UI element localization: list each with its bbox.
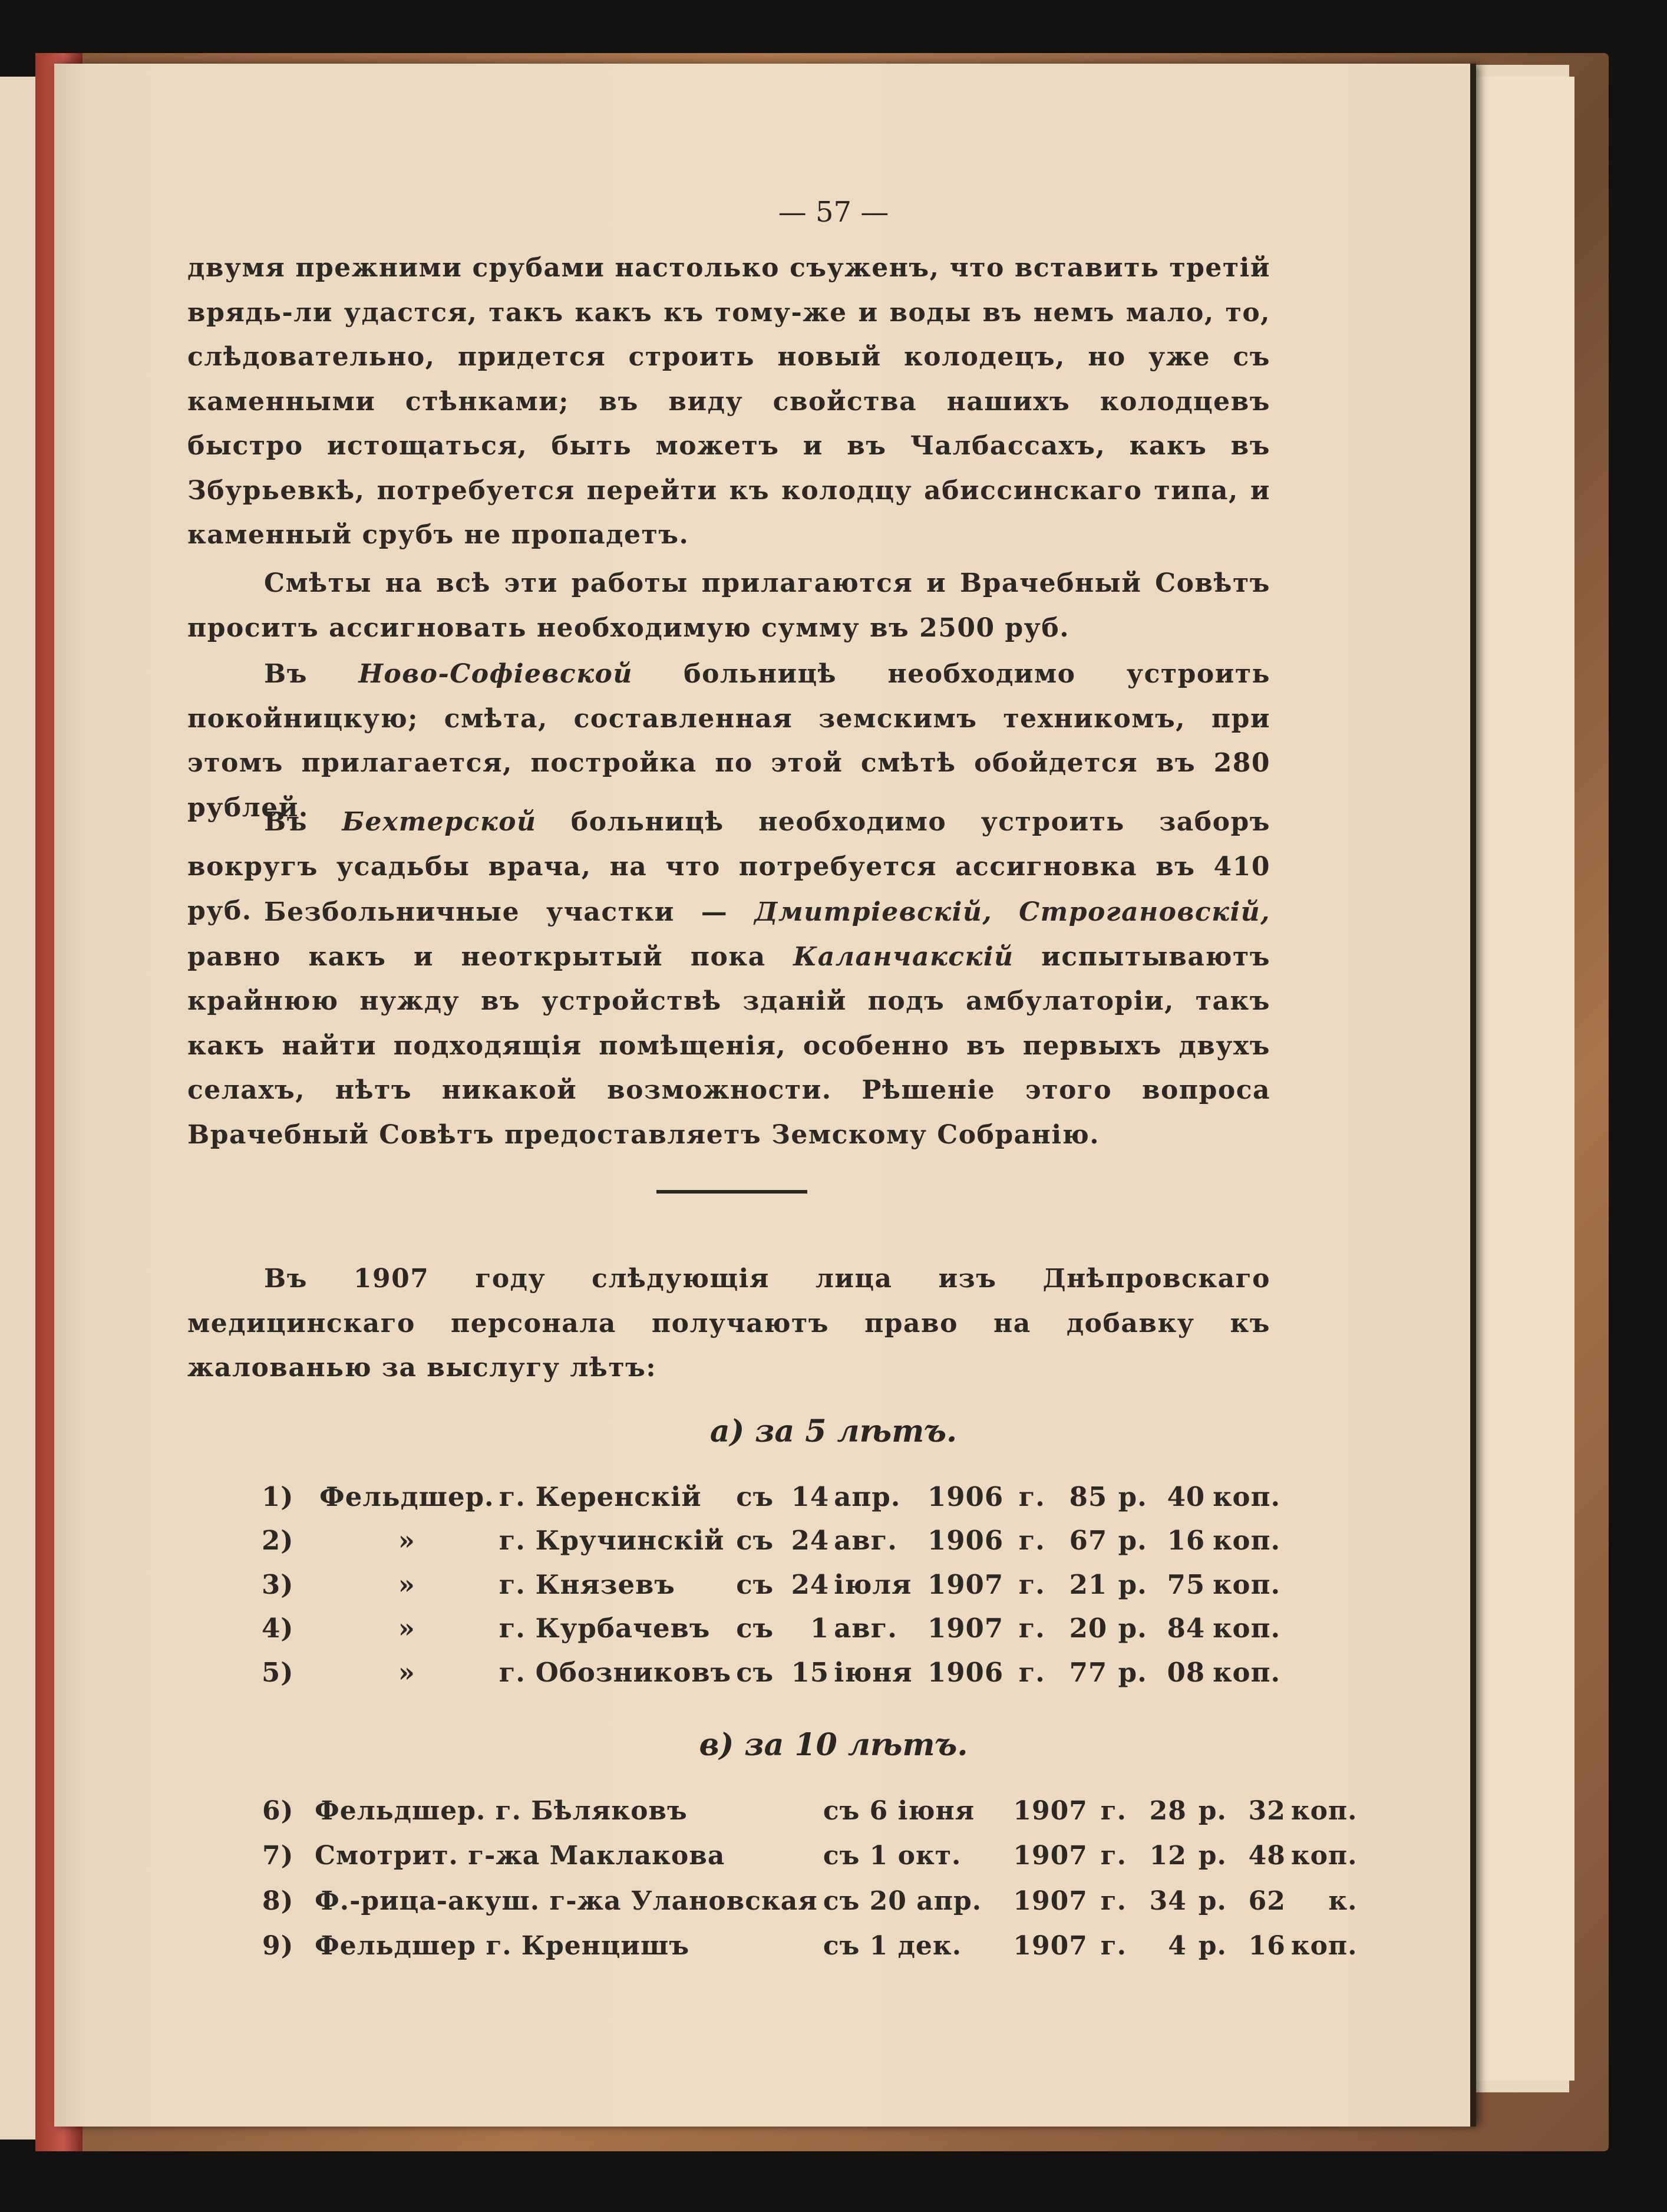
table-cell: Фельдшер. г. Бѣляковъ — [315, 1795, 688, 1826]
table-cell: » — [398, 1613, 415, 1644]
table-cell: авг. — [834, 1525, 897, 1557]
district-name: Каланчакскій — [793, 941, 1014, 972]
table-cell: коп. — [1213, 1525, 1281, 1557]
table-cell: коп. — [1213, 1568, 1281, 1600]
table-cell: » — [398, 1568, 415, 1600]
table-cell: 1907 — [1013, 1841, 1088, 1871]
table-cell: р. — [1198, 1885, 1227, 1916]
p5-text-mid: равно какъ и неоткрытый пока — [187, 941, 794, 972]
table-cell: г. — [1018, 1481, 1045, 1512]
table-cell: г. — [1100, 1841, 1127, 1871]
district-names: Дмитріевскій, Строгановскій, — [754, 897, 1270, 927]
table-cell: 48 — [1248, 1841, 1286, 1871]
p5-text-post: испытываютъ крайнюю нужду въ устройствѣ зданій подъ амбулаторіи, такъ какъ найти подходящія помѣщенія, особенно въ первыхъ двухъ селахъ, нѣтъ никакой возможности. Рѣшеніе этого вопроса Врачебный Совѣтъ предоставляетъ Земскому Собранію. — [187, 941, 1270, 1150]
table-cell: Ф.-рица-акуш. г-жа Улановская — [315, 1885, 818, 1916]
table-cell: г. — [1100, 1795, 1127, 1826]
table-cell: съ — [736, 1656, 774, 1688]
p3-text-post: больницѣ необходимо устроить покойницкую; смѣта, составленная земскимъ техникомъ, при этомъ прилагается, постройка по этой смѣтѣ обойдется въ 280 рублей. — [187, 659, 1270, 823]
heading-10-years: в) за 10 лѣтъ. — [699, 1727, 968, 1763]
table-cell: г. — [1018, 1613, 1045, 1644]
table-cell: р. — [1118, 1568, 1147, 1600]
table-cell: 77 — [1069, 1656, 1108, 1688]
table-cell: 08 — [1167, 1656, 1206, 1688]
table-cell: 12 — [1149, 1841, 1187, 1871]
table-row — [262, 1878, 1362, 1924]
table-cell: 14 — [791, 1481, 830, 1512]
paragraph-1: двумя прежними срубами настолько съуженъ, что вставить третій врядь-ли удастся, такъ какъ къ тому-же и воды въ немъ мало, то, слѣдовательно, придется строить новый колодецъ, но уже съ каменными стѣнками; въ виду свойства нашихъ колодцевъ быстро истощаться, быть можетъ и въ Чалбассахъ, какъ въ Збурьевкѣ, потребуется перейти къ колодцу абиссинскаго типа, и каменный срубъ не пропадетъ. — [187, 253, 1270, 550]
table-cell: 1907 — [927, 1568, 1004, 1600]
table-cell: іюля — [834, 1568, 912, 1600]
table-cell: р. — [1118, 1481, 1147, 1512]
table-cell: 6) — [262, 1795, 294, 1826]
table-cell: 8) — [262, 1885, 294, 1916]
page-number: — 57 — — [778, 196, 889, 229]
table-cell: съ 20 апр. — [823, 1885, 982, 1916]
table-cell: г. Обозниковъ — [499, 1656, 732, 1688]
table-cell: р. — [1198, 1795, 1227, 1826]
table-cell: авг. — [834, 1613, 897, 1644]
table-row — [262, 1788, 1362, 1834]
table-cell: Смотрит. г-жа Маклакова — [315, 1841, 725, 1871]
table-cell: коп. — [1290, 1931, 1358, 1962]
table-cell: 84 — [1167, 1613, 1206, 1644]
table-cell: 1907 — [927, 1613, 1004, 1644]
table-cell: 24 — [791, 1568, 830, 1600]
hospital-name: Ново-Софіевской — [358, 659, 633, 689]
table-cell: г. Курбачевъ — [499, 1613, 711, 1644]
table-cell: 24 — [791, 1525, 830, 1557]
table-cell: к. — [1328, 1885, 1358, 1916]
table-cell: 75 — [1167, 1568, 1206, 1600]
table-cell: 85 — [1069, 1481, 1108, 1512]
table-cell: апр. — [834, 1481, 901, 1512]
table-cell: 3) — [262, 1568, 294, 1600]
table-cell: съ — [736, 1525, 774, 1557]
table-cell: г. Кручинскій — [499, 1525, 725, 1557]
table-cell: съ — [736, 1481, 774, 1512]
table-cell: коп. — [1290, 1841, 1358, 1871]
table-cell: г. Князевъ — [499, 1568, 675, 1600]
list-10-years — [262, 1788, 1362, 1969]
table-cell: 28 — [1149, 1795, 1187, 1826]
table-cell: 7) — [262, 1841, 294, 1871]
table-cell: съ 1 дек. — [823, 1931, 962, 1962]
table-cell: г. — [1100, 1885, 1127, 1916]
table-row — [262, 1924, 1362, 1969]
table-cell: 9) — [262, 1931, 294, 1962]
list-5-years — [262, 1475, 1285, 1695]
table-cell: г. Керенскій — [499, 1481, 702, 1512]
paragraph-5 — [187, 890, 1270, 1157]
table-cell: г. — [1018, 1656, 1045, 1688]
table-cell: іюня — [834, 1656, 913, 1688]
table-cell: 34 — [1149, 1885, 1187, 1916]
table-cell: 62 — [1248, 1885, 1286, 1916]
table-cell: 1 — [810, 1613, 830, 1644]
table-row — [262, 1607, 1285, 1651]
p5-text-pre: Безбольничные участки — — [264, 897, 755, 927]
table-cell: коп. — [1290, 1795, 1358, 1826]
table-cell: 15 — [791, 1656, 830, 1688]
p4-text-pre: Въ — [264, 807, 342, 837]
table-cell: 67 — [1069, 1525, 1108, 1557]
table-cell: 40 — [1167, 1481, 1206, 1512]
table-cell: съ 6 іюня — [823, 1795, 975, 1826]
table-cell: 16 — [1248, 1931, 1286, 1962]
table-cell: 1907 — [1013, 1885, 1088, 1916]
table-cell: 5) — [262, 1656, 294, 1688]
table-cell: р. — [1118, 1525, 1147, 1557]
table-cell: 1907 — [1013, 1795, 1088, 1826]
p3-text-pre: Въ — [264, 659, 359, 689]
table-cell: 2) — [262, 1525, 294, 1557]
table-cell: 32 — [1248, 1795, 1286, 1826]
table-cell: р. — [1118, 1656, 1147, 1688]
paragraph-2: Смѣты на всѣ эти работы прилагаются и Врачебный Совѣтъ проситъ ассигновать необходимую сумму въ 2500 руб. — [187, 568, 1270, 643]
table-cell: 21 — [1069, 1568, 1108, 1600]
table-row — [262, 1650, 1285, 1695]
table-cell: » — [398, 1656, 415, 1688]
table-cell: Фельдшер г. Кренцишъ — [315, 1931, 690, 1962]
table-cell: 1906 — [927, 1481, 1004, 1512]
table-cell: 20 — [1069, 1613, 1108, 1644]
paragraph-6: Въ 1907 году слѣдующія лица изъ Днѣпровскаго медицинскаго персонала получаютъ право на добавку къ жалованью за выслугу лѣтъ: — [187, 1264, 1270, 1383]
table-cell: » — [398, 1525, 415, 1557]
table-cell: 16 — [1167, 1525, 1206, 1557]
table-row — [262, 1562, 1285, 1607]
table-cell: съ 1 окт. — [823, 1841, 962, 1871]
table-row — [262, 1834, 1362, 1879]
table-cell: 1906 — [927, 1525, 1004, 1557]
table-row — [262, 1519, 1285, 1563]
table-cell: г. — [1018, 1525, 1045, 1557]
p4-text-post: больницѣ необходимо устроить заборъ вокругъ усадьбы врача, на что потребуется ассигновка въ 410 руб. — [187, 807, 1270, 926]
table-cell: 1906 — [927, 1656, 1004, 1688]
table-cell: коп. — [1213, 1613, 1281, 1644]
table-cell: 1907 — [1013, 1931, 1088, 1962]
table-cell: 4) — [262, 1613, 294, 1644]
hospital-name: Бехтерской — [342, 807, 537, 837]
table-cell: коп. — [1213, 1481, 1281, 1512]
heading-5-years: а) за 5 лѣтъ. — [709, 1413, 958, 1449]
table-cell: г. — [1100, 1931, 1127, 1962]
section-divider — [656, 1190, 807, 1194]
table-cell: 4 — [1168, 1931, 1187, 1962]
table-cell: съ — [736, 1613, 774, 1644]
table-cell: 1) — [262, 1481, 294, 1512]
table-row — [262, 1475, 1285, 1519]
table-cell: р. — [1198, 1841, 1227, 1871]
table-cell: р. — [1198, 1931, 1227, 1962]
table-cell: съ — [736, 1568, 774, 1600]
table-cell: р. — [1118, 1613, 1147, 1644]
table-cell: коп. — [1213, 1656, 1281, 1688]
table-cell: г. — [1018, 1568, 1045, 1600]
table-cell: Фельдшер. — [319, 1481, 494, 1512]
